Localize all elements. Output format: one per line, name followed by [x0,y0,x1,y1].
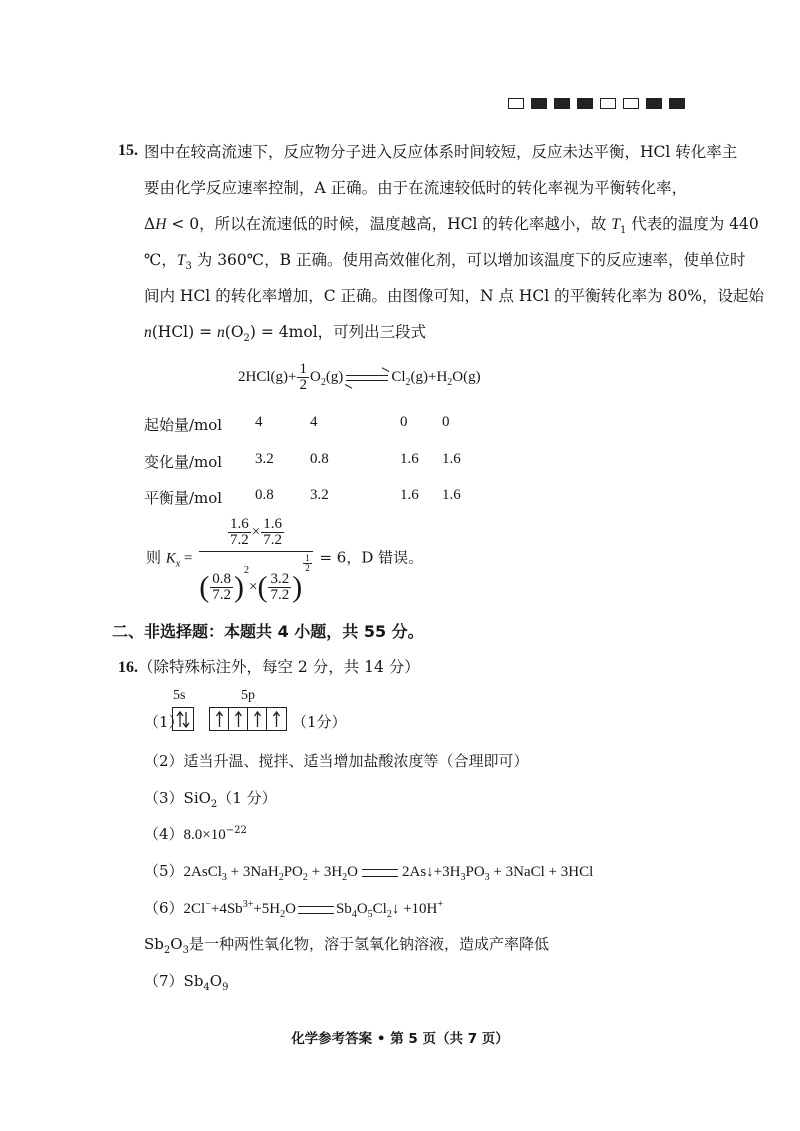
orbital-5p-cell [229,708,248,730]
q15-line-1: 图中在较高流速下，反应物分子进入反应体系时间较短，反应未达平衡，HCl 转化率主 [144,143,738,161]
orbital-5p-box [209,707,287,731]
table-cell: 3.2 [255,451,274,467]
page-footer: 化学参考答案 • 第 5 页（共 7 页） [291,1031,509,1047]
table-cell: 0 [442,414,450,430]
section-2-title: 二、非选择题：本题共 4 小题，共 55 分。 [112,622,424,641]
question-16-intro: 16.（除特殊标注外，每空 2 分，共 14 分） [118,658,420,676]
header-mark [508,98,524,109]
question-15-number: 15. [118,142,138,159]
header-mark [646,98,662,109]
kx-expression: 则 $K_x$ = $\frac{1.6}{7.2}$ × $\frac{1.6}{7.2}$ ( $\frac{0.8}{7.2}$ )$^2$×( $\frac{3.2}{7.2}$ ) $\frac{1}{2}$ = 6，D 错误。 [146,516,424,604]
answer-6: $(6)2Cl^-+4Sb^{3+}+5H_2O$ $Sb_4O_5Cl_2↓ +10H^+$ [144,899,444,920]
table-cell: 1.6 [400,451,419,467]
answer-1-label: （1） [144,713,184,731]
orbital-5s-label: 5s [173,688,186,703]
q15-line-2: 要由化学反应速率控制，A 正确。由于在流速较低时的转化率视为平衡转化率， [144,179,688,197]
table-cell: 1.6 [400,487,419,503]
header-mark [623,98,639,109]
answer-4: $(4)8.0\times 10^{-22}$ [144,825,247,843]
table-row-label: 起始量/mol [144,416,223,434]
equilibrium-arrow-icon [346,373,388,383]
up-arrow-icon [210,708,229,730]
orbital-5p-cell [210,708,229,730]
table-row-label: 变化量/mol [144,453,223,471]
table-cell: 0.8 [310,451,329,467]
table-row-label: 平衡量/mol [144,489,223,507]
table-cell: 1.6 [442,487,461,503]
orbital-5s-box [172,707,194,731]
q15-line-4: ℃，$T_3$ 为 360℃，B 正确。使用高效催化剂，可以增加该温度下的反应速率，使单位时 [144,251,746,273]
orbital-5s-cell [173,708,193,730]
answer-6-note: $Sb_2O_3$是一种两性氧化物，溶于氢氧化钠溶液，造成产率降低 [144,935,549,956]
table-cell: 1.6 [442,451,461,467]
equals-arrow-icon [298,906,334,914]
header-mark [577,98,593,109]
header-marks [508,98,685,109]
table-cell: 0 [400,414,408,430]
header-mark [669,98,685,109]
q15-line-3: ΔH < 0，所以在流速低的时候，温度越高，HCl 的转化率越小，故 $T_1$ 代表的温度为 440 [144,215,759,237]
orbital-5p-cell [267,708,286,730]
q15-line-6: $n(HCl) = n(O_2) = 4mol$，可列出三段式 [144,323,427,345]
header-mark [531,98,547,109]
paired-electrons-icon [173,708,193,730]
orbital-5p-label: 5p [241,688,255,703]
header-mark [600,98,616,109]
table-cell: 4 [255,414,263,430]
answer-2: （2）适当升温、搅拌、适当增加盐酸浓度等（合理即可） [144,752,529,770]
equals-arrow-icon [362,869,398,877]
answer-1-score: （1分） [292,713,347,731]
table-cell: 0.8 [255,487,274,503]
answer-3: （3）SiO$_2$（1 分） [144,789,277,810]
table-cell: 4 [310,414,318,430]
q15-line-5: 间内 HCl 的转化率增加，C 正确。由图像可知，N 点 HCl 的平衡转化率为 80%，设起始 [144,287,765,305]
reaction-equation: 2HCl(g)+ $\frac{1}{2}$ $O_2(g)$ $Cl_2(g)+H_2O(g)$ [238,361,481,393]
answer-7: $(7)Sb_4O_9$ [144,972,229,993]
table-cell: 3.2 [310,487,329,503]
answer-5: （5）2AsCl$_3$ + $3NaH_2PO_2 + 3H_2O$ $2As↓+3H_3PO_3$ + 3NaCl + 3HCl [144,862,594,883]
up-arrow-icon [248,708,267,730]
up-arrow-icon [267,708,286,730]
header-mark [554,98,570,109]
orbital-5p-cell [248,708,267,730]
up-arrow-icon [229,708,248,730]
